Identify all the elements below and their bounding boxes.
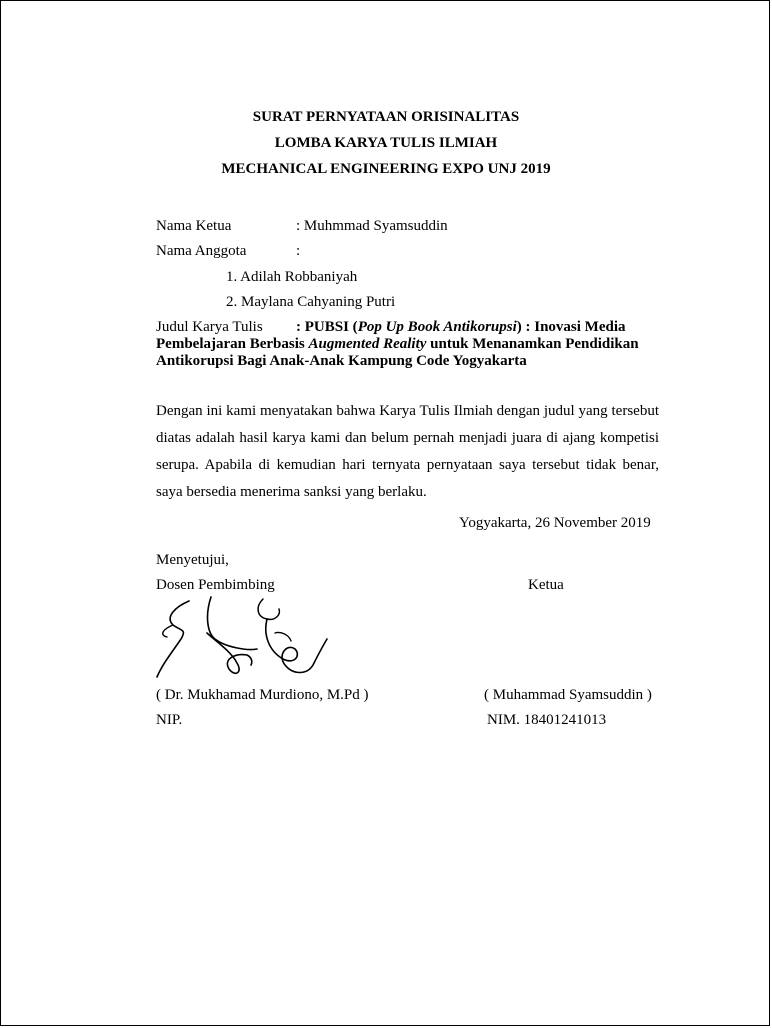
anggota-colon: : [296, 243, 301, 259]
menyetujui-label: Menyetujui, [156, 552, 229, 568]
member-item: 2. Maylana Cahyaning Putri [226, 294, 396, 310]
judul-line2-part-2: untuk Menanamkan Pendidikan [426, 336, 639, 352]
handwritten-signature [151, 595, 336, 685]
ketua-name: ( Muhammad Syamsuddin ) [484, 687, 652, 703]
statement-paragraph: Dengan ini kami menyatakan bahwa Karya Tulis Ilmiah dengan judul yang tersebut diatas adalah hasil karya kami dan belum pernah menjadi juara di ajang kompetisi serupa. Apabila di kemudian hari ternyata pernyataan saya tersebut tidak benar, saya bersedia menerima sanksi yang berlaku. [156, 403, 659, 500]
judul-line2-part-1: Pembelajaran Berbasis [156, 336, 309, 352]
judul-italic-2: Augmented Reality [308, 336, 427, 352]
place-date: Yogyakarta, 26 November 2019 [459, 515, 651, 531]
document-title [1, 104, 771, 182]
judul-line-3: Antikorupsi Bagi Anak-Anak Kampung Code Yogyakarta [156, 353, 527, 369]
ketua-value: : Muhmmad Syamsuddin [296, 218, 448, 234]
judul-part-1: PUBSI ( [304, 319, 358, 335]
member-item: 1. Adilah Robbaniyah [226, 269, 358, 285]
judul-line-1 [296, 318, 626, 336]
nip-label: NIP. [156, 712, 183, 728]
judul-part-2: ) : Inovasi Media [516, 319, 626, 335]
judul-colon: : [296, 319, 301, 335]
title-line-3: MECHANICAL ENGINEERING EXPO UNJ 2019 [221, 161, 551, 177]
anggota-label: Nama Anggota [156, 243, 247, 259]
dosen-pembimbing-label: Dosen Pembimbing [156, 577, 275, 593]
judul-line-2 [156, 335, 639, 353]
ketua-label: Nama Ketua [156, 218, 232, 234]
title-line-1: SURAT PERNYATAAN ORISINALITAS [252, 109, 520, 125]
ketua-role-label: Ketua [528, 577, 564, 593]
dosen-name: ( Dr. Mukhamad Murdiono, M.Pd ) [156, 687, 369, 703]
title-line-2: LOMBA KARYA TULIS ILMIAH [274, 135, 498, 151]
nim-value: NIM. 18401241013 [487, 712, 607, 728]
judul-label: Judul Karya Tulis [156, 319, 263, 335]
judul-italic-1: Pop Up Book Antikorupsi [357, 319, 517, 335]
